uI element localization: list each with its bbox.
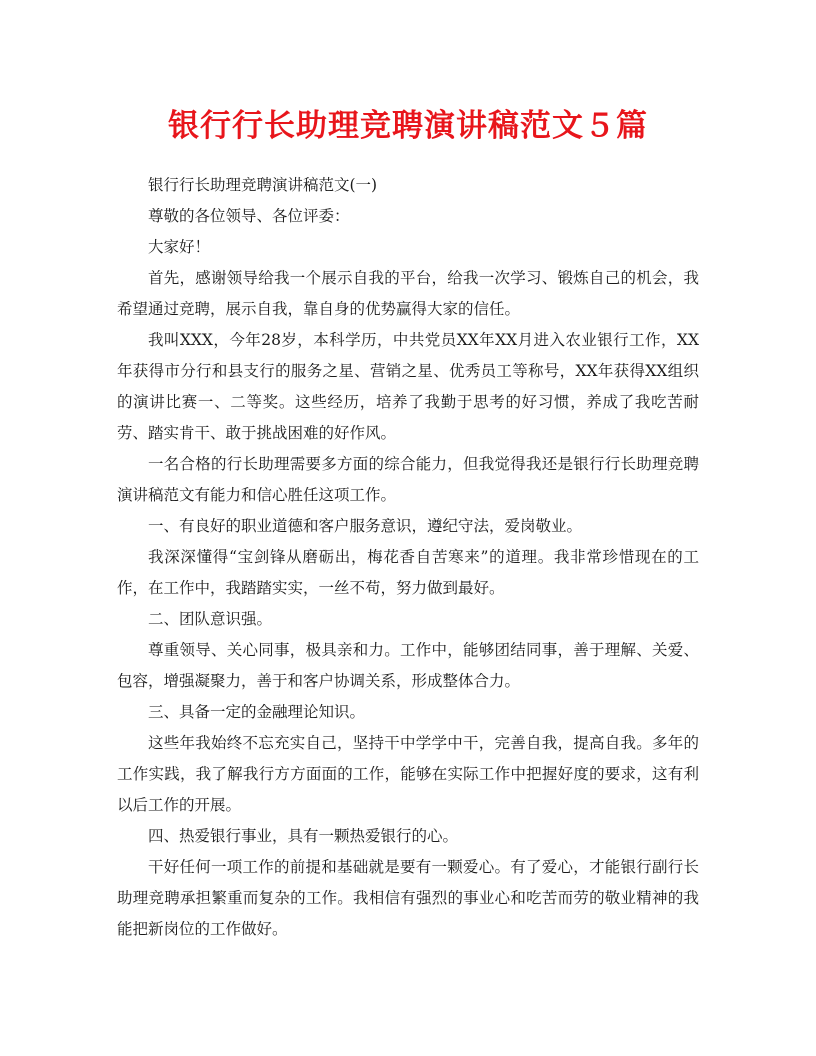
paragraph-qualification: 一名合格的行长助理需要多方面的综合能力，但我觉得我还是银行行长助理竞聘演讲稿范文有能力和信心胜任这项工作。 <box>117 455 699 504</box>
point-heading-3: 三、具备一定的金融理论知识。 <box>148 703 366 721</box>
point-heading-4: 四、热爱银行事业，具有一颗热爱银行的心。 <box>148 827 459 845</box>
point-body-1: 我深深懂得“宝剑锋从磨砺出，梅花香自苦寒来”的道理。我非常珍惜现在的工作，在工作中，我踏踏实实，一丝不苟，努力做到最好。 <box>117 548 699 597</box>
point-body-3: 这些年我始终不忘充实自己，坚持干中学学中干，完善自我，提高自我。多年的工作实践，我了解我行方方面面的工作，能够在实际工作中把握好度的要求，这有利以后工作的开展。 <box>117 734 699 814</box>
point-heading-2: 二、团队意识强。 <box>148 610 273 628</box>
point-heading-1: 一、有良好的职业道德和客户服务意识，遵纪守法，爱岗敬业。 <box>148 517 583 535</box>
paragraph-intro: 首先，感谢领导给我一个展示自我的平台，给我一次学习、锻炼自己的机会，我希望通过竞聘，展示自我，靠自身的优势赢得大家的信任。 <box>117 269 699 318</box>
greeting: 大家好！ <box>148 238 211 256</box>
document-body <box>117 170 699 945</box>
section-heading: 银行行长助理竞聘演讲稿范文(一) <box>148 176 378 194</box>
paragraph-background: 我叫XXX，今年28岁，本科学历，中共党员XX年XX月进入农业银行工作，XX年获得市分行和县支行的服务之星、营销之星、优秀员工等称号，XX年获得XX组织的演讲比赛一、二等奖。这些经历，培养了我勤于思考的好习惯，养成了我吃苦耐劳、踏实肯干、敢于挑战困难的好作风。 <box>117 331 699 442</box>
salutation: 尊敬的各位领导、各位评委： <box>148 207 350 225</box>
point-body-4: 干好任何一项工作的前提和基础就是要有一颗爱心。有了爱心，才能银行副行长助理竞聘承担繁重而复杂的工作。我相信有强烈的事业心和吃苦而劳的敬业精神的我能把新岗位的工作做好。 <box>117 858 699 938</box>
point-body-2: 尊重领导、关心同事，极具亲和力。工作中，能够团结同事，善于理解、关爱、包容，增强凝聚力，善于和客户协调关系，形成整体合力。 <box>117 641 699 690</box>
document-title: 银行行长助理竞聘演讲稿范文５篇 <box>168 108 648 144</box>
